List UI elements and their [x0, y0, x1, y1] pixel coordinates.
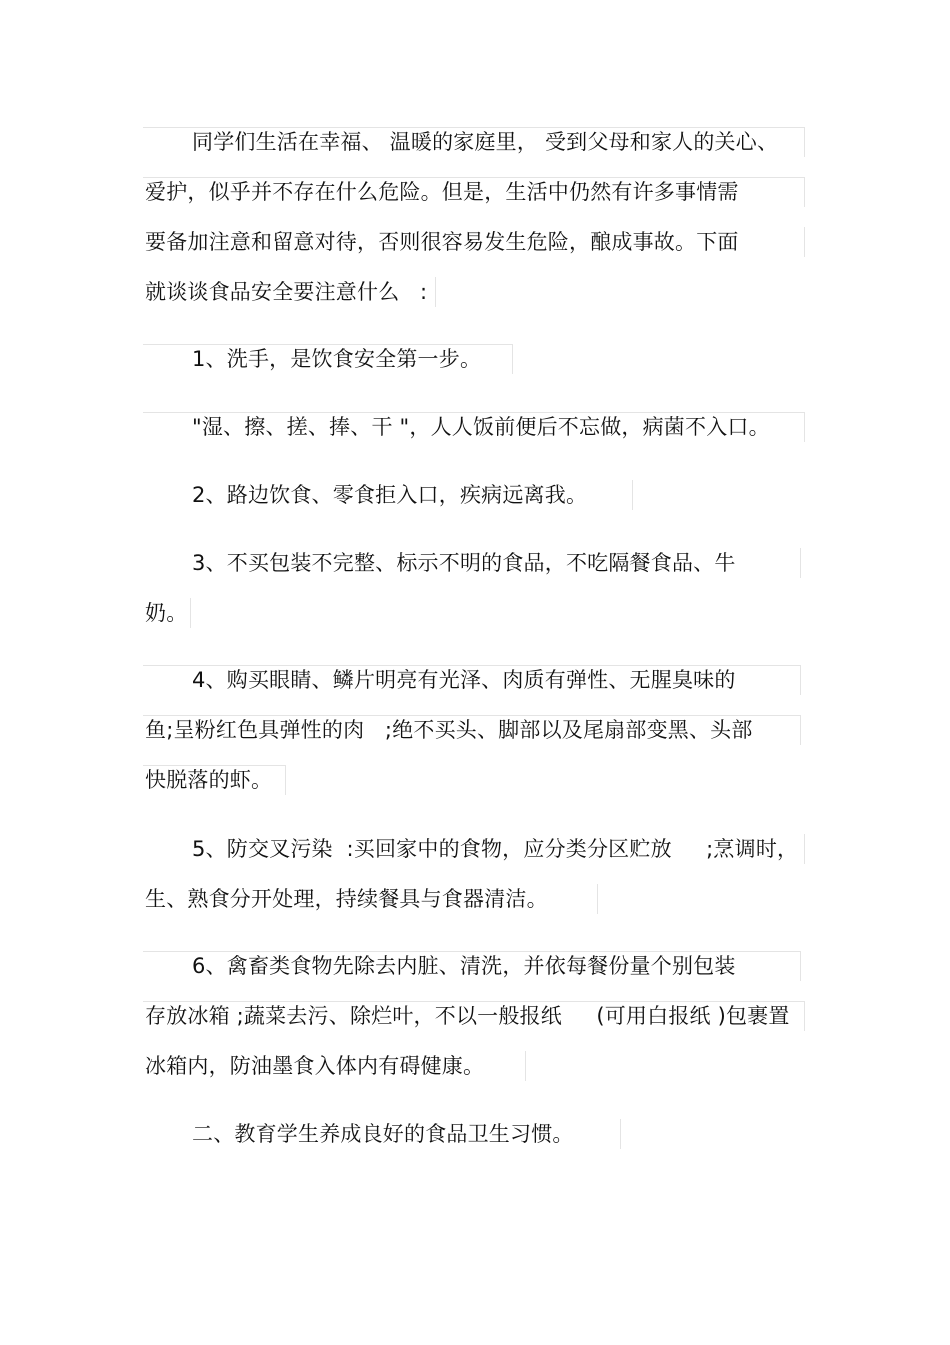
item-6-line: 存放冰箱 ;蔬菜去污、除烂叶，不以一般报纸 (可用白报纸 )包裹置 [145, 1004, 790, 1028]
intro-line: 同学们生活在幸福、 温暖的家庭里， 受到父母和家人的关心、 [192, 130, 779, 154]
item-3-line: 3、不买包装不完整、标示不明的食品，不吃隔餐食品、牛 [192, 551, 736, 575]
item-1: 1、洗手，是饮食安全第一步。 [192, 347, 482, 371]
item-4-line: 4、购买眼睛、鳞片明亮有光泽、肉质有弹性、无腥臭味的 [192, 668, 736, 692]
item-5-line: 5、防交叉污染 :买回家中的食物，应分类分区贮放 ;烹调时， [192, 837, 799, 861]
item-6-line: 冰箱内，防油墨食入体内有碍健康。 [145, 1054, 485, 1078]
intro-line: 要备加注意和留意对待，否则很容易发生危险，酿成事故。下面 [145, 230, 739, 254]
intro-line: 爱护，似乎并不存在什么危险。但是，生活中仍然有许多事情需 [145, 180, 739, 204]
item-2: 2、路边饮食、零食拒入口，疾病远离我。 [192, 483, 588, 507]
item-6-line: 6、禽畜类食物先除去内脏、清洗，并依每餐份量个别包装 [192, 954, 736, 978]
item-4-line: 快脱落的虾。 [145, 768, 273, 792]
item-3-line: 奶。 [145, 601, 188, 625]
intro-line: 就谈谈食品安全要注意什么 : [145, 280, 428, 304]
item-4-line: 鱼;呈粉红色具弹性的肉 ;绝不买头、脚部以及尾扇部变黑、头部 [145, 718, 753, 742]
item-1-detail: "湿、擦、搓、捧、干 "，人人饭前便后不忘做，病菌不入口。 [192, 415, 770, 439]
section-2-heading: 二、教育学生养成良好的食品卫生习惯。 [192, 1122, 574, 1146]
item-5-line: 生、熟食分开处理，持续餐具与食器清洁。 [145, 887, 548, 911]
